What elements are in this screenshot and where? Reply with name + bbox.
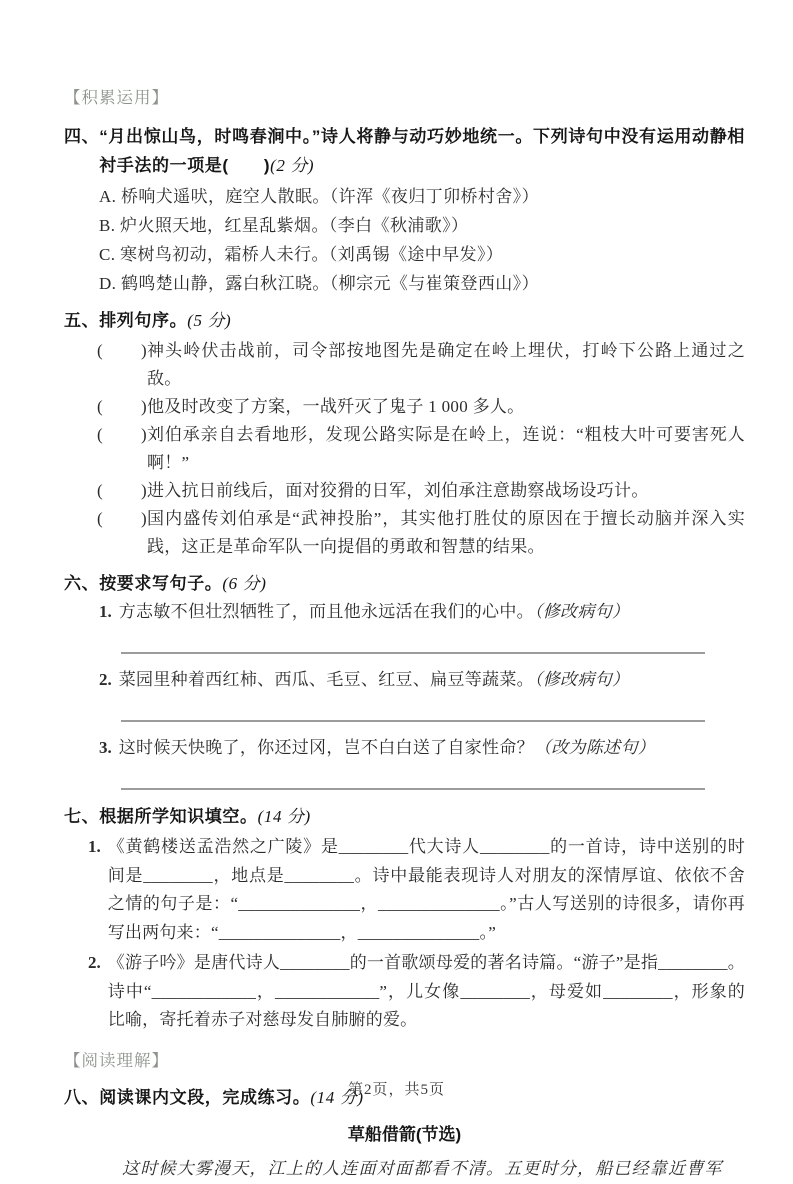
q7-heading bbox=[64, 802, 745, 831]
item-number: 2. bbox=[88, 953, 101, 972]
paren-open: ( bbox=[97, 425, 103, 444]
q7-title-text: 根据所学知识填空。 bbox=[99, 807, 258, 826]
q8-number: 八、 bbox=[64, 1087, 100, 1107]
sequence-bracket bbox=[97, 505, 147, 561]
q7-score: (14 分) bbox=[257, 807, 311, 826]
paren-close: ) bbox=[140, 341, 147, 360]
q4-score: (2 分) bbox=[270, 156, 315, 175]
answer-line bbox=[121, 788, 705, 790]
q4-title-text: “月出惊山鸟，时鸣春涧中。”诗人将静与动巧妙地统一。下列诗句中没有运用动静相衬手法的一项是( ) bbox=[99, 127, 745, 175]
q5-score: (5 分) bbox=[187, 311, 232, 330]
paren-open: ( bbox=[97, 481, 103, 500]
q4-option-b: B. 炉火照天地，红星乱紫烟。（李白《秋浦歌》） bbox=[99, 216, 469, 235]
q6-title-text: 按要求写句子。 bbox=[99, 574, 223, 593]
q6-title bbox=[99, 569, 745, 598]
section-label-reading: 【阅读理解】 bbox=[64, 1051, 169, 1070]
q4-heading bbox=[64, 122, 745, 180]
q5-item-text: 进入抗日前线后，面对狡猾的日军，刘伯承注意勘察战场设巧计。 bbox=[146, 481, 649, 500]
item-number: 1. bbox=[88, 837, 101, 856]
q5-item bbox=[97, 505, 745, 561]
q4-option-a: A. 桥响犬遥吠，庭空人散眠。（许浑《夜归丁卯桥村舍》） bbox=[99, 187, 539, 206]
q5-item-text: 神头岭伏击战前，司令部按地图先是确定在岭上埋伏，打岭下公路上通过之敌。 bbox=[146, 341, 745, 388]
q7-items bbox=[88, 833, 745, 1035]
q6-score: (6 分) bbox=[222, 574, 267, 593]
section-label-accumulation: 【积累运用】 bbox=[64, 89, 169, 107]
q7-number: 七、 bbox=[64, 807, 100, 826]
q8-title-text: 阅读课内文段，完成练习。 bbox=[99, 1087, 311, 1107]
paren-open: ( bbox=[97, 509, 103, 528]
paren-open: ( bbox=[97, 341, 103, 360]
item-number: 2. bbox=[99, 670, 112, 689]
fill-blank-text: 《游子吟》是唐代诗人________的一首歌颂母爱的著名诗篇。“游子”是指________。诗中“____________，____________”，儿女像________，母爱如________，形象的比喻，寄托着赤子对慈母发自肺腑的爱。 bbox=[107, 953, 745, 1029]
sequence-bracket bbox=[97, 337, 147, 393]
instruction-note: （改为陈述句） bbox=[533, 738, 656, 757]
item-number: 1. bbox=[99, 602, 112, 621]
sequence-bracket bbox=[97, 421, 147, 477]
q7-title bbox=[99, 802, 745, 831]
q4-number: 四、 bbox=[64, 127, 100, 146]
q5-item-text: 国内盛传刘伯承是“武神投胎”，其实他打胜仗的原因在于擅长动脑并深入实践，这正是革命军队一向提倡的勇敢和智慧的结果。 bbox=[146, 509, 745, 556]
q5-item bbox=[97, 337, 745, 393]
q6-item bbox=[99, 734, 745, 790]
q5-title-text: 排列句序。 bbox=[99, 311, 188, 330]
passage-text: 这时候大雾漫天，江上的人连面对面都看不清。五更时分，船已经靠近曹军 bbox=[122, 1158, 723, 1178]
q6-items bbox=[99, 598, 745, 790]
q5-item bbox=[97, 477, 745, 505]
q6-item bbox=[99, 666, 745, 722]
answer-line bbox=[121, 720, 705, 722]
q8-score: (14 分) bbox=[310, 1087, 364, 1107]
q4-title bbox=[99, 122, 745, 180]
paren-open: ( bbox=[97, 397, 103, 416]
q6-number: 六、 bbox=[64, 574, 100, 593]
sequence-bracket bbox=[97, 477, 147, 505]
q6-heading bbox=[64, 569, 745, 598]
sentence-text: 方志敏不但壮烈牺牲了，而且他永远活在我们的心中。 bbox=[118, 602, 534, 621]
item-number: 3. bbox=[99, 738, 112, 757]
q4-option-d: D. 鹤鸣楚山静，露白秋江晓。（柳宗元《与崔策登西山》） bbox=[99, 274, 539, 293]
q5-items bbox=[97, 337, 745, 561]
q4-option-c: C. 寒树鸟初动，霜桥人未行。（刘禹锡《途中早发》） bbox=[99, 245, 504, 264]
q5-item-text: 刘伯承亲自去看地形，发现公路实际是在岭上，连说：“粗枝大叶可要害死人啊！” bbox=[146, 425, 745, 472]
q6-item-text bbox=[119, 734, 745, 762]
q5-item bbox=[97, 421, 745, 477]
page-footer: 第2页，共5页 bbox=[347, 1082, 445, 1098]
q5-heading bbox=[64, 306, 745, 335]
q6-item-text bbox=[119, 666, 745, 694]
paren-close: ) bbox=[140, 509, 147, 528]
q6-item-text bbox=[119, 598, 745, 626]
sentence-text: 菜园里种着西红柿、西瓜、毛豆、红豆、扁豆等蔬菜。 bbox=[118, 670, 534, 689]
q7-item bbox=[88, 833, 745, 947]
q5-item bbox=[97, 393, 745, 421]
q4-options bbox=[99, 182, 745, 298]
fill-blank-text: 《黄鹤楼送孟浩然之广陵》是________代大诗人________的一首诗，诗中送别的时间是________，地点是________。诗中最能表现诗人对朋友的深情厚谊、依依不舍之情的句子是：“______________，______________。”古人写送别的诗很多，请你再写出两句来：“______________，______________。” bbox=[107, 837, 745, 942]
paren-close: ) bbox=[140, 425, 147, 444]
q7-item bbox=[88, 949, 745, 1035]
q5-item-text: 他及时改变了方案，一战歼灭了鬼子 1 000 多人。 bbox=[146, 397, 525, 416]
q5-title bbox=[99, 306, 745, 335]
q6-item bbox=[99, 598, 745, 654]
instruction-note: （修改病句） bbox=[533, 602, 630, 621]
sequence-bracket bbox=[97, 393, 147, 421]
paren-close: ) bbox=[140, 481, 147, 500]
answer-line bbox=[121, 652, 705, 654]
passage-title: 草船借箭(节选) bbox=[347, 1124, 462, 1144]
paren-close: ) bbox=[140, 397, 147, 416]
sentence-text: 这时候天快晚了，你还过冈，岂不白白送了自家性命？ bbox=[118, 738, 534, 757]
q5-number: 五、 bbox=[64, 311, 100, 330]
instruction-note: （修改病句） bbox=[533, 670, 630, 689]
